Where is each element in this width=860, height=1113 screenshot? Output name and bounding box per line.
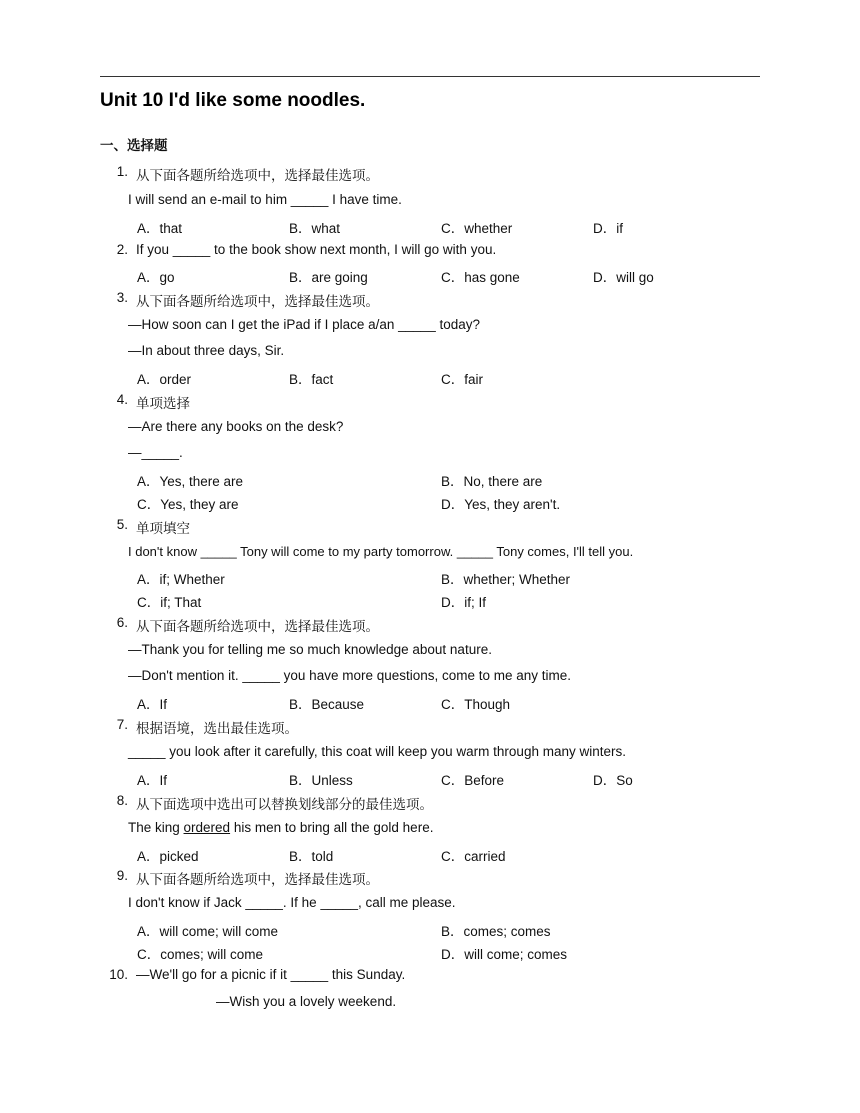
option-b[interactable]: B．Because xyxy=(289,697,365,712)
question-line: I don't know if Jack _____. If he _____, call me please. xyxy=(128,895,456,910)
question-line: —In about three days, Sir. xyxy=(128,343,285,358)
question-line: —Wish you a lovely weekend. xyxy=(216,994,397,1009)
section-heading: 一、选择题 xyxy=(100,138,168,153)
option-b[interactable]: B．No, there are xyxy=(441,474,543,489)
line-text: The king xyxy=(128,820,184,835)
option-b[interactable]: B．told xyxy=(289,849,334,864)
option-c[interactable]: C．fair xyxy=(441,372,484,387)
question-prompt: 从下面各题所给选项中，选择最佳选项。 xyxy=(136,294,379,309)
question-line: _____ you look after it carefully, this coat will keep you warm through many winters. xyxy=(128,744,626,759)
option-b[interactable]: B．whether; Whether xyxy=(441,572,571,587)
option-c[interactable]: C．carried xyxy=(441,849,506,864)
option-c[interactable]: C．Though xyxy=(441,697,511,712)
header-rule xyxy=(100,76,760,77)
option-b[interactable]: B．fact xyxy=(289,372,334,387)
option-a[interactable]: A．If xyxy=(137,697,168,712)
question-line xyxy=(128,820,433,835)
question-prompt: 单项选择 xyxy=(136,396,190,411)
question-line: —Thank you for telling me so much knowledge about nature. xyxy=(128,642,492,657)
option-a[interactable]: A．go xyxy=(137,270,175,285)
question-number: 1. xyxy=(116,164,128,179)
question-prompt: 根据语境，选出最佳选项。 xyxy=(136,721,298,736)
line-text: his men to bring all the gold here. xyxy=(230,820,434,835)
question-number: 4. xyxy=(116,392,128,407)
question-number: 2. xyxy=(116,242,128,257)
question-number: 6. xyxy=(116,615,128,630)
option-d[interactable]: D．if xyxy=(593,221,623,236)
question-prompt: 从下面选项中选出可以替换划线部分的最佳选项。 xyxy=(136,797,433,812)
question-number: 3. xyxy=(116,290,128,305)
question-prompt: If you _____ to the book show next month, I will go with you. xyxy=(136,242,497,257)
question-prompt: 从下面各题所给选项中，选择最佳选项。 xyxy=(136,619,379,634)
question-number: 9. xyxy=(116,868,128,883)
option-a[interactable]: A．if; Whether xyxy=(137,572,225,587)
question-line: I will send an e-mail to him _____ I have time. xyxy=(128,192,402,207)
option-d[interactable]: D．will come; comes xyxy=(441,947,568,962)
option-b[interactable]: B．what xyxy=(289,221,341,236)
option-d[interactable]: D．if; If xyxy=(441,595,487,610)
option-c[interactable]: C．if; That xyxy=(137,595,202,610)
option-c[interactable]: C．Before xyxy=(441,773,505,788)
question-line: —How soon can I get the iPad if I place a/an _____ today? xyxy=(128,317,480,332)
option-b[interactable]: B．Unless xyxy=(289,773,353,788)
option-c[interactable]: C．comes; will come xyxy=(137,947,264,962)
underlined-word: ordered xyxy=(183,820,231,835)
question-prompt: —We'll go for a picnic if it _____ this Sunday. xyxy=(136,967,406,982)
question-number: 5. xyxy=(116,517,128,532)
option-a[interactable]: A．Yes, there are xyxy=(137,474,244,489)
question-prompt: 从下面各题所给选项中，选择最佳选项。 xyxy=(136,872,379,887)
option-a[interactable]: A．order xyxy=(137,372,192,387)
option-c[interactable]: C．has gone xyxy=(441,270,520,285)
option-d[interactable]: D．So xyxy=(593,773,633,788)
question-line: —_____. xyxy=(128,445,183,460)
option-d[interactable]: D．will go xyxy=(593,270,654,285)
question-line: I don't know _____ Tony will come to my party tomorrow. _____ Tony comes, I'll tell you. xyxy=(128,544,634,559)
question-line: —Don't mention it. _____ you have more questions, come to me any time. xyxy=(128,668,572,683)
option-a[interactable]: A．will come; will come xyxy=(137,924,279,939)
question-number: 7. xyxy=(116,717,128,732)
option-b[interactable]: B．comes; comes xyxy=(441,924,551,939)
option-b[interactable]: B．are going xyxy=(289,270,368,285)
page-title: Unit 10 I'd like some noodles. xyxy=(100,90,366,111)
question-number: 10. xyxy=(109,967,128,982)
option-d[interactable]: D．Yes, they aren't. xyxy=(441,497,561,512)
question-prompt: 从下面各题所给选项中，选择最佳选项。 xyxy=(136,168,379,183)
option-a[interactable]: A．that xyxy=(137,221,183,236)
option-a[interactable]: A．picked xyxy=(137,849,199,864)
option-c[interactable]: C．whether xyxy=(441,221,513,236)
option-c[interactable]: C．Yes, they are xyxy=(137,497,239,512)
option-a[interactable]: A．If xyxy=(137,773,168,788)
question-line: —Are there any books on the desk? xyxy=(128,419,344,434)
question-number: 8. xyxy=(116,793,128,808)
question-prompt: 单项填空 xyxy=(136,521,190,536)
